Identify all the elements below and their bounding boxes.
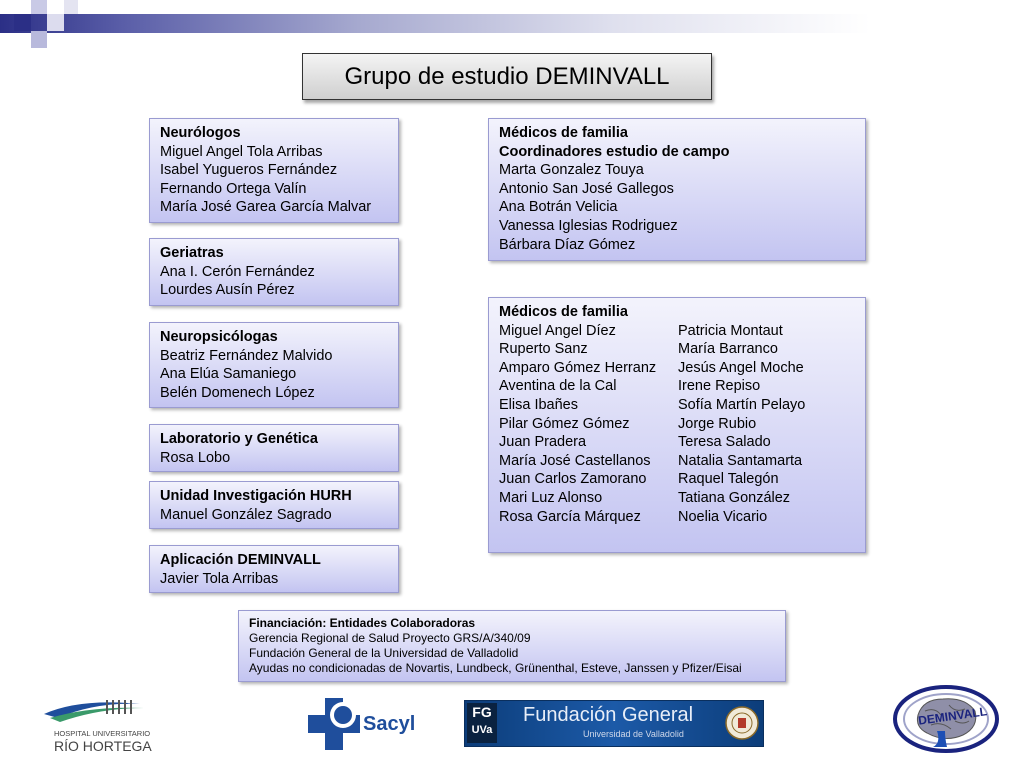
member-name: Marta Gonzalez Touya bbox=[499, 162, 644, 179]
member-name: Natalia Santamarta bbox=[678, 452, 803, 469]
member-name: Beatriz Fernández Malvido bbox=[160, 347, 333, 364]
box-heading: Neurólogos bbox=[160, 125, 241, 141]
member-name: Belén Domenech López bbox=[160, 384, 315, 401]
member-name: Ruperto Sanz bbox=[499, 341, 588, 358]
box-heading: Aplicación DEMINVALL bbox=[160, 552, 321, 568]
box-heading: Neuropsicólogas bbox=[160, 329, 278, 345]
decorative-square bbox=[31, 31, 47, 48]
member-name: Sofía Martín Pelayo bbox=[678, 396, 806, 413]
fundacion-subtitle: Universidad de Valladolid bbox=[583, 729, 684, 739]
member-name: Juan Carlos Zamorano bbox=[499, 471, 647, 488]
member-name: Lourdes Ausín Pérez bbox=[160, 282, 295, 299]
member-name: María Barranco bbox=[678, 341, 778, 358]
hospital-rio-hortega-logo bbox=[40, 696, 160, 756]
member-columns bbox=[499, 322, 855, 527]
fundacion-general-logo bbox=[464, 700, 764, 747]
box-heading: Médicos de familia bbox=[499, 304, 628, 320]
member-name: Raquel Talegón bbox=[678, 471, 779, 488]
member-name: Ana I. Cerón Fernández bbox=[160, 263, 315, 280]
deminvall-logo-text: DEMINVALL bbox=[917, 704, 988, 728]
team-box-geriatras bbox=[149, 238, 399, 306]
member-name: Isabel Yugueros Fernández bbox=[160, 162, 338, 179]
team-box-medicos-familia bbox=[488, 297, 866, 553]
decorative-square bbox=[14, 14, 31, 31]
box-heading: Médicos de familia bbox=[499, 125, 628, 141]
member-name: Rosa Lobo bbox=[160, 449, 231, 466]
decorative-square bbox=[47, 14, 64, 31]
member-column-2 bbox=[678, 322, 805, 527]
funding-line: Gerencia Regional de Salud Proyecto GRS/A/340/09 bbox=[249, 631, 531, 645]
member-name: Miguel Angel Tola Arribas bbox=[160, 143, 323, 160]
sacyl-logo bbox=[308, 698, 418, 750]
sacyl-cross-icon bbox=[308, 698, 360, 750]
member-name: Mari Luz Alonso bbox=[499, 489, 603, 506]
fundacion-title: Fundación General bbox=[523, 704, 694, 726]
team-box-unidad-investigacion bbox=[149, 481, 399, 529]
member-name: Manuel González Sagrado bbox=[160, 506, 332, 523]
member-name: Tatiana González bbox=[678, 489, 791, 506]
team-box-coordinadores bbox=[488, 118, 866, 261]
box-heading: Laboratorio y Genética bbox=[160, 431, 318, 447]
funding-box bbox=[238, 610, 786, 682]
member-name: Elisa Ibañes bbox=[499, 396, 578, 413]
slide-title-text: Grupo de estudio DEMINVALL bbox=[344, 62, 670, 90]
member-name: Jesús Angel Moche bbox=[678, 359, 804, 376]
team-box-laboratorio bbox=[149, 424, 399, 472]
team-box-neurologos bbox=[149, 118, 399, 223]
member-name: Rosa García Márquez bbox=[499, 508, 641, 525]
box-subheading: Coordinadores estudio de campo bbox=[499, 143, 730, 160]
member-name: Jorge Rubio bbox=[678, 415, 757, 432]
member-name: Miguel Angel Díez bbox=[499, 322, 616, 339]
member-name: Javier Tola Arribas bbox=[160, 570, 279, 587]
member-name: María José Garea García Malvar bbox=[160, 199, 372, 216]
member-name: Amparo Gómez Herranz bbox=[499, 359, 657, 376]
member-name: Pilar Gómez Gómez bbox=[499, 415, 630, 432]
fg-badge-top: FG bbox=[472, 704, 492, 720]
deminvall-logo bbox=[893, 685, 999, 753]
funding-line: Ayudas no condicionadas de Novartis, Lundbeck, Grünenthal, Esteve, Janssen y Pfizer/Eisai bbox=[249, 661, 742, 675]
member-name: Fernando Ortega Valín bbox=[160, 180, 307, 197]
member-name: Antonio San José Gallegos bbox=[499, 180, 674, 197]
university-seal-icon bbox=[725, 706, 759, 740]
team-box-neuropsicologas bbox=[149, 322, 399, 408]
hospital-name-line2: RÍO HORTEGA bbox=[54, 738, 152, 754]
member-name: Bárbara Díaz Gómez bbox=[499, 236, 636, 253]
member-name: Juan Pradera bbox=[499, 434, 587, 451]
member-name: Vanessa Iglesias Rodriguez bbox=[499, 217, 678, 234]
fg-badge-bottom: UVa bbox=[471, 724, 493, 736]
decorative-square bbox=[64, 0, 78, 14]
member-column-1 bbox=[499, 322, 678, 527]
funding-line: Fundación General de la Universidad de Valladolid bbox=[249, 646, 519, 660]
box-heading: Financiación: Entidades Colaboradoras bbox=[249, 616, 476, 630]
member-name: Noelia Vicario bbox=[678, 508, 768, 525]
decorative-square bbox=[31, 0, 47, 14]
slide-title bbox=[302, 53, 712, 100]
team-box-aplicacion bbox=[149, 545, 399, 593]
box-heading: Unidad Investigación HURH bbox=[160, 488, 352, 504]
header-gradient-bar bbox=[0, 14, 1024, 33]
member-name: Teresa Salado bbox=[678, 434, 771, 451]
member-name: Aventina de la Cal bbox=[499, 378, 617, 395]
hospital-swoosh-icon bbox=[40, 696, 160, 724]
member-name: Ana Botrán Velicia bbox=[499, 199, 618, 216]
member-name: Ana Elúa Samaniego bbox=[160, 366, 297, 383]
member-name: María José Castellanos bbox=[499, 452, 651, 469]
box-heading: Geriatras bbox=[160, 245, 224, 261]
fg-uva-badge bbox=[467, 703, 497, 743]
hospital-name-line1: HOSPITAL UNIVERSITARIO bbox=[54, 729, 151, 738]
sacyl-text: Sacyl bbox=[363, 713, 416, 735]
member-name: Irene Repiso bbox=[678, 378, 761, 395]
member-name: Patricia Montaut bbox=[678, 322, 783, 339]
